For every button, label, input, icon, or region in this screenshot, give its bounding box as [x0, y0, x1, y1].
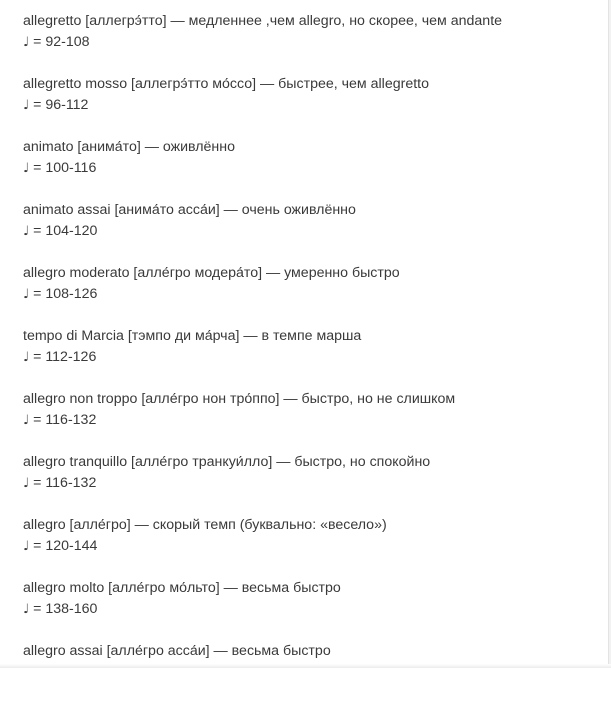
tempo-range: [23, 347, 603, 367]
quarter-note-icon: ♩: [23, 539, 30, 554]
tempo-range: [23, 284, 603, 304]
quarter-note-icon: ♩: [23, 413, 30, 428]
tempo-term: allegro [алле́гро] — скорый темп (буквально: «весело»): [23, 517, 387, 533]
tempo-term: allegro assai [алле́гро асса́и] — весьма быстро: [23, 643, 331, 659]
list-item: [23, 452, 603, 515]
list-item: [23, 578, 603, 641]
list-item: [23, 11, 603, 74]
list-item: [23, 515, 603, 578]
tempo-term: allegro molto [алле́гро мо́льто] — весьма быстро: [23, 580, 341, 596]
quarter-note-icon: ♩: [23, 476, 30, 491]
list-item: [23, 200, 603, 263]
tempo-term: tempo di Marcia [тэмпо ди ма́рча] — в темпе марша: [23, 328, 362, 344]
quarter-note-icon: ♩: [23, 224, 30, 239]
tempo-value: = 100-116: [33, 160, 97, 176]
list-item: [23, 263, 603, 326]
list-item: [23, 137, 603, 200]
quarter-note-icon: ♩: [23, 161, 30, 176]
list-item: [23, 641, 603, 704]
tempo-range: [23, 158, 603, 178]
list-item: [23, 326, 603, 389]
tempo-range: [23, 473, 603, 493]
tempo-value: = 108-126: [33, 286, 98, 302]
tempo-value: = 92-108: [33, 34, 90, 50]
list-item: [23, 389, 603, 452]
tempo-value: = 96-112: [33, 97, 89, 113]
tempo-range: [23, 599, 603, 619]
quarter-note-icon: ♩: [23, 35, 30, 50]
tempo-range: [23, 221, 603, 241]
tempo-term: allegro moderato [алле́гро модера́то] — умеренно быстро: [23, 265, 400, 281]
quarter-note-icon: ♩: [23, 98, 30, 113]
tempo-term: allegretto mosso [аллегрэ́тто мо́ссо] — быстрее, чем allegretto: [23, 76, 429, 92]
tempo-term: animato [анима́то] — оживлённо: [23, 139, 235, 155]
list-item: [23, 74, 603, 137]
tempo-range: [23, 32, 603, 52]
quarter-note-icon: ♩: [23, 602, 30, 617]
tempo-range: [23, 536, 603, 556]
tempo-value: = 104-120: [33, 223, 98, 239]
tempo-term: allegretto [аллегрэ́тто] — медленнее ,чем allegro, но скорее, чем andante: [23, 13, 503, 29]
tempo-value: = 116-132: [33, 412, 97, 428]
tempo-term: allegro non troppo [алле́гро нон тро́ппо] — быстро, но не слишком: [23, 391, 456, 407]
tempo-value: = 116-132: [33, 475, 97, 491]
tempo-term: animato assai [анима́то асса́и] — очень оживлённо: [23, 202, 356, 218]
tempo-list: [23, 11, 603, 704]
tempo-range: [23, 410, 603, 430]
tempo-value: = 112-126: [33, 349, 97, 365]
quarter-note-icon: ♩: [23, 350, 30, 365]
quarter-note-icon: ♩: [23, 287, 30, 302]
tempo-range: [23, 95, 603, 115]
tempo-term: allegro tranquillo [алле́гро транкуи́лло] — быстро, но спокойно: [23, 454, 431, 470]
tempo-value: = 120-144: [33, 538, 98, 554]
bottom-edge: [0, 664, 611, 668]
tempo-value: = 138-160: [33, 601, 98, 617]
